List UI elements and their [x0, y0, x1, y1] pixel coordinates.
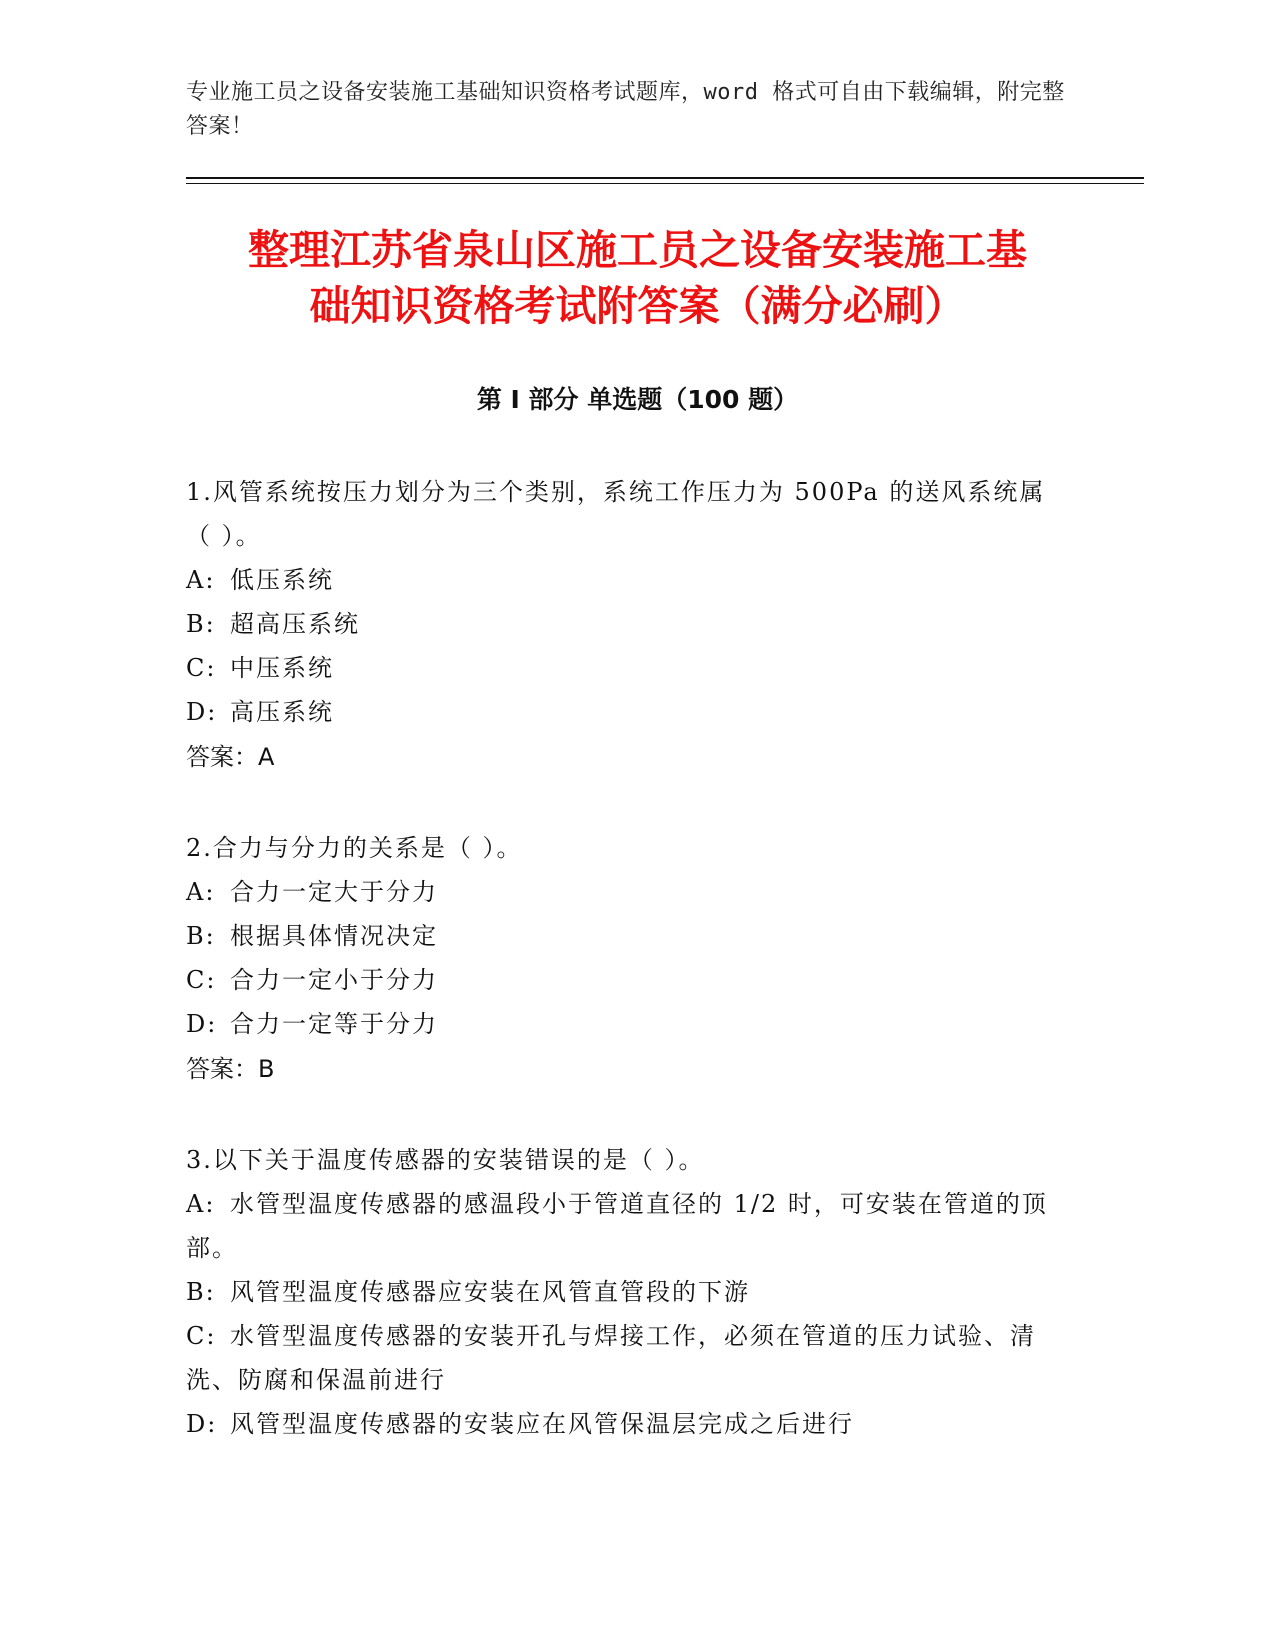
- option-letter: D:: [186, 1410, 218, 1438]
- option-c: [186, 958, 1066, 1002]
- option-letter: C:: [186, 1322, 217, 1350]
- option-text: 根据具体情况决定: [230, 922, 438, 950]
- option-letter: B:: [186, 1278, 216, 1306]
- option-c: [186, 646, 1066, 690]
- option-text: 风管型温度传感器的安装应在风管保温层完成之后进行: [230, 1410, 854, 1438]
- option-letter: B:: [186, 610, 216, 638]
- document-title-line-2: 础知识资格考试附答案（满分必刷）: [309, 282, 966, 330]
- document-title-line-1: 整理江苏省泉山区施工员之设备安装施工基: [248, 226, 1027, 274]
- question-stem: 2.合力与分力的关系是（ ）。: [186, 834, 523, 862]
- option-letter: C:: [186, 966, 217, 994]
- option-text: 中压系统: [230, 654, 334, 682]
- option-text: 水管型温度传感器的感温段小于管道直径的 1/2 时，可安装在管道的顶部。: [186, 1190, 1048, 1262]
- option-c: [186, 1314, 1066, 1402]
- option-letter: A:: [186, 878, 216, 906]
- option-a: [186, 870, 1066, 914]
- option-letter: D:: [186, 698, 218, 726]
- option-letter: A:: [186, 1190, 216, 1218]
- section-title: 第 I 部分 单选题（100 题）: [476, 385, 799, 414]
- option-d: [186, 690, 1066, 734]
- option-text: 合力一定大于分力: [230, 878, 438, 906]
- question-2: [186, 826, 1066, 1092]
- question-stem: 1.风管系统按压力划分为三个类别，系统工作压力为 500Pa 的送风系统属（ ）。: [186, 478, 1046, 550]
- option-b: [186, 602, 1066, 646]
- option-d: [186, 1402, 1066, 1446]
- answer-text: 答案：B: [186, 1055, 275, 1083]
- option-text: 风管型温度传感器应安装在风管直管段的下游: [230, 1278, 750, 1306]
- option-letter: A:: [186, 566, 216, 594]
- option-text: 合力一定小于分力: [230, 966, 438, 994]
- option-letter: B:: [186, 922, 216, 950]
- option-text: 超高压系统: [230, 610, 360, 638]
- document-title: [186, 222, 1089, 334]
- header-rule-thin: [186, 183, 1144, 184]
- option-text: 合力一定等于分力: [230, 1010, 438, 1038]
- option-a: [186, 1182, 1066, 1270]
- option-text: 高压系统: [230, 698, 334, 726]
- option-letter: D:: [186, 1010, 218, 1038]
- option-text: 水管型温度传感器的安装开孔与焊接工作，必须在管道的压力试验、清洗、防腐和保温前进行: [186, 1322, 1036, 1394]
- option-a: [186, 558, 1066, 602]
- header-note: 专业施工员之设备安装施工基础知识资格考试题库，word 格式可自由下载编辑，附完整答案！: [186, 80, 1065, 139]
- option-letter: C:: [186, 654, 217, 682]
- question-1: [186, 470, 1066, 780]
- option-d: [186, 1002, 1066, 1046]
- question-list: [186, 470, 1066, 1492]
- question-3: [186, 1138, 1066, 1446]
- header-rule-thick: [186, 177, 1144, 179]
- option-b: [186, 1270, 1066, 1314]
- answer-text: 答案：A: [186, 743, 275, 771]
- option-b: [186, 914, 1066, 958]
- option-text: 低压系统: [230, 566, 334, 594]
- question-stem: 3.以下关于温度传感器的安装错误的是（ ）。: [186, 1146, 705, 1174]
